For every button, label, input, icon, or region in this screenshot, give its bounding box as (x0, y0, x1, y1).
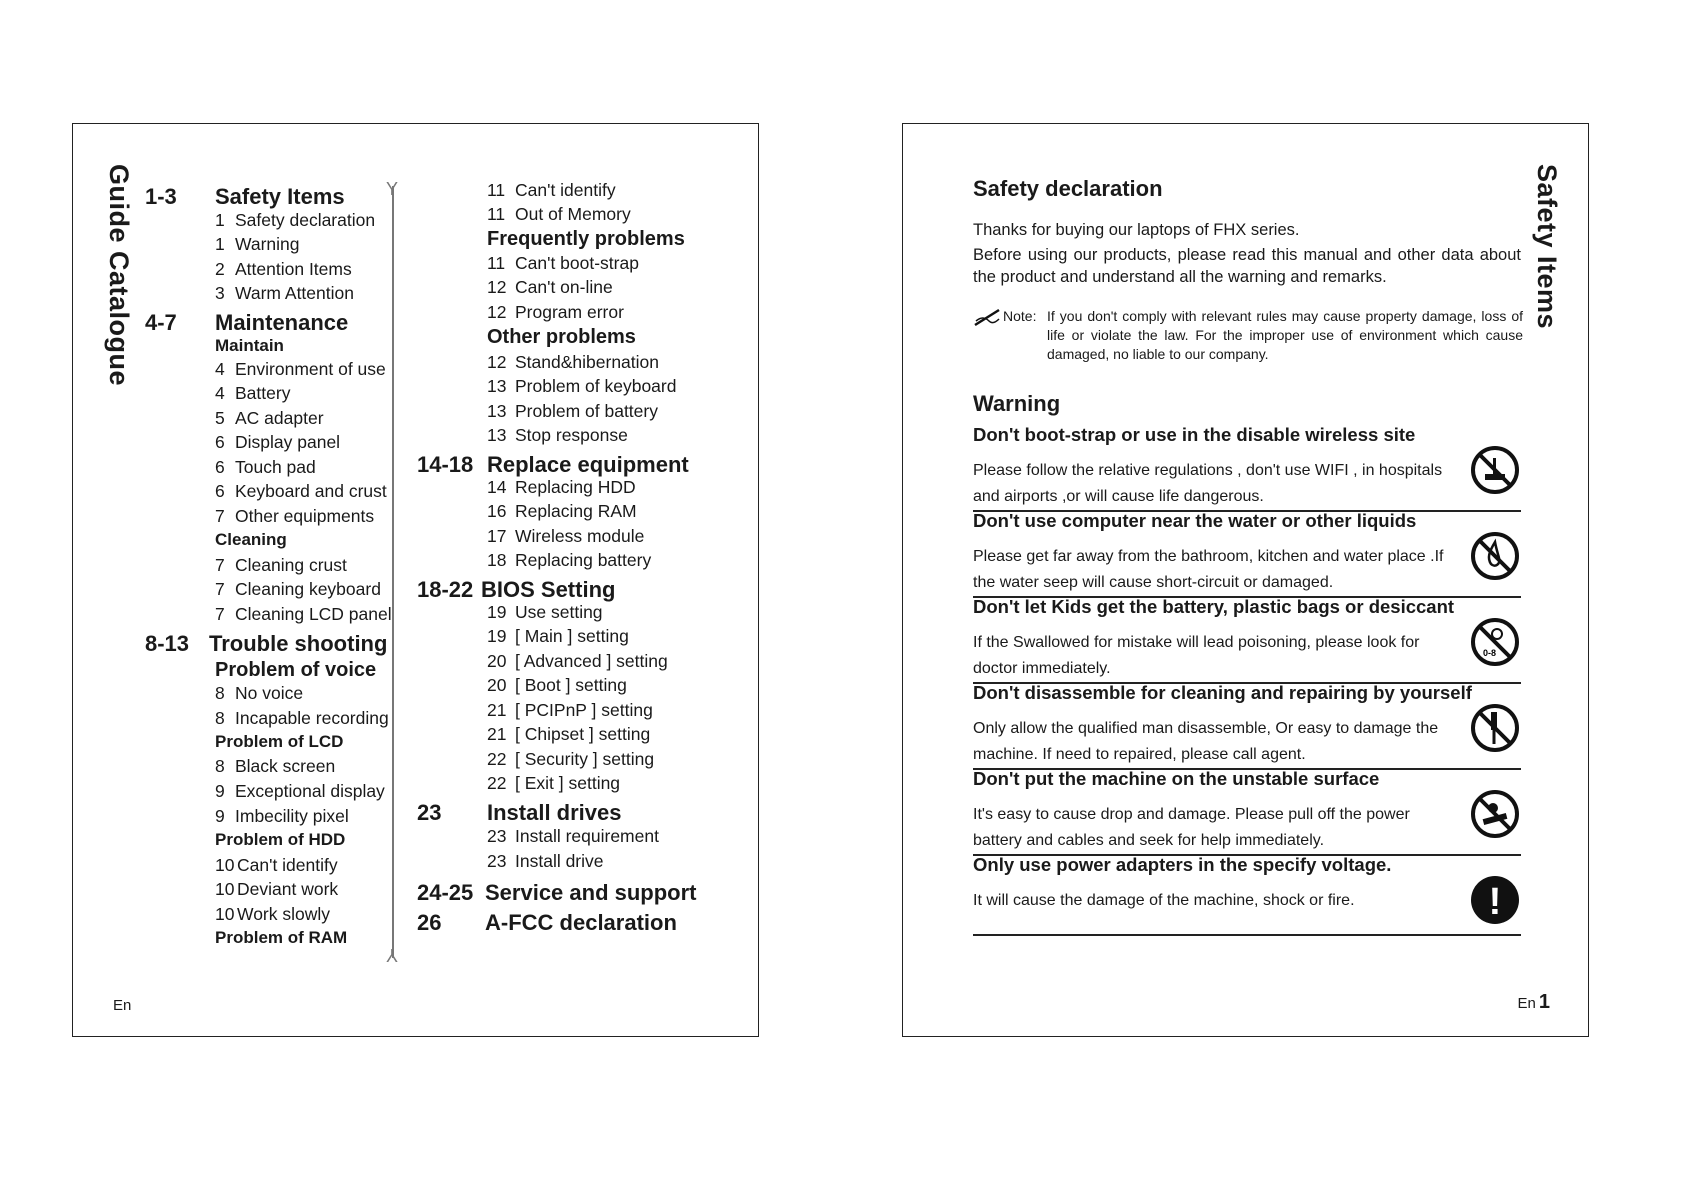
toc-label: [ Chipset ] setting (515, 724, 651, 744)
toc-label: Replacing battery (515, 550, 652, 570)
toc-page-number: 20 (487, 651, 507, 671)
toc-page-number: 18 (487, 550, 507, 570)
toc-page-number: 19 (487, 602, 507, 622)
toc-label: [ PCIPnP ] setting (515, 700, 653, 720)
warning-item (973, 854, 1521, 934)
column-divider (392, 186, 394, 958)
toc-label: Replacing HDD (515, 477, 636, 497)
toc-label: Can't boot-strap (515, 253, 639, 273)
toc-label: Maintenance (215, 310, 349, 335)
no-wireless-icon (1469, 444, 1521, 496)
toc-label: [ Exit ] setting (515, 773, 621, 793)
toc-label: Install drives (487, 800, 622, 825)
toc-label: Other equipments (235, 506, 375, 526)
no-kids-icon (1469, 616, 1521, 668)
toc-page-number: 23 (487, 826, 507, 846)
toc-page-number: 1-3 (145, 184, 177, 209)
toc-label: Program error (515, 302, 624, 322)
toc-label: Safety Items (215, 184, 345, 209)
toc-page-number: 21 (487, 700, 507, 720)
toc-label: BIOS Setting (481, 577, 616, 602)
exclamation-mark: ! (1488, 881, 1502, 923)
toc-label: Other problems (487, 326, 636, 348)
toc-page-number: 16 (487, 501, 507, 521)
toc-label: Use setting (515, 602, 603, 622)
toc-page-number: 18-22 (417, 577, 474, 602)
toc-page-number: 4 (215, 383, 225, 403)
kids-age-label: 0-8 (1483, 648, 1497, 658)
toc-label: Cleaning LCD panel (235, 604, 392, 624)
toc-page-number: 9 (215, 781, 225, 801)
toc-page-number: 22 (487, 773, 507, 793)
toc-page-number: 11 (487, 180, 506, 200)
warning-item (973, 768, 1521, 848)
warning-item (973, 424, 1521, 504)
toc-page-number: 1 (215, 210, 225, 230)
toc-label: Deviant work (237, 879, 339, 899)
toc-page-number: 23 (487, 851, 507, 871)
toc-page-number: 13 (487, 401, 507, 421)
toc-page-number: 1 (215, 234, 225, 254)
toc-page-number: 8-13 (145, 631, 190, 656)
toc-label: [ Advanced ] setting (515, 651, 668, 671)
note-pen-icon (973, 307, 1003, 327)
toc-page-number: 4-7 (145, 310, 177, 335)
toc-page-number: 11 (487, 253, 506, 273)
toc-label: No voice (235, 683, 304, 703)
toc-label: Problem of RAM (215, 928, 348, 947)
toc-label: [ Boot ] setting (515, 675, 627, 695)
toc-page-number: 12 (487, 352, 507, 372)
warning-divider (973, 934, 1521, 936)
left-page (72, 123, 759, 1037)
toc-page-number: 22 (487, 749, 507, 769)
toc-label: Problem of LCD (215, 732, 344, 751)
warning-item (973, 596, 1521, 676)
safety-declaration-title: Safety declaration (973, 176, 1163, 201)
toc-label: Display panel (235, 432, 341, 452)
toc-label: Black screen (235, 756, 336, 776)
toc-label: Cleaning (215, 530, 287, 549)
toc-page-number: 13 (487, 425, 507, 445)
toc-label: Replace equipment (487, 452, 689, 477)
note-label: Note: (1003, 308, 1037, 324)
toc-page-number: 20 (487, 675, 507, 695)
no-disassemble-icon (1469, 702, 1521, 754)
toc-page-number: 8 (215, 756, 225, 776)
toc-label: Wireless module (515, 526, 645, 546)
toc-page-number: 10 (215, 879, 235, 899)
toc-page-number: 14-18 (417, 452, 474, 477)
warning-heading: Don't put the machine on the unstable surface (973, 768, 1380, 789)
toc-label: Cleaning keyboard (235, 579, 381, 599)
toc-label: Can't identify (237, 855, 338, 875)
warning-text: Please follow the relative regulations , don't use WIFI , in hospitals and airports ,or will cause life dangerous. (973, 462, 1443, 505)
toc-page-number: 7 (215, 555, 225, 575)
warning-text: Please get far away from the bathroom, kitchen and water place .If the water seep will cause short-circuit or damaged. (973, 548, 1444, 591)
warning-heading: Don't use computer near the water or other liquids (973, 510, 1417, 531)
toc-page-number: 6 (215, 481, 225, 501)
toc-page-number: 12 (487, 277, 507, 297)
toc-page-number: 6 (215, 432, 225, 452)
warning-item (973, 682, 1521, 762)
toc-label: Out of Memory (515, 204, 631, 224)
toc-label: Problem of voice (215, 659, 377, 681)
toc-page-number: 8 (215, 683, 225, 703)
toc-label: Frequently problems (487, 228, 685, 250)
toc-label: Warm Attention (235, 283, 354, 303)
toc-label: Exceptional display (235, 781, 385, 801)
warning-heading: Only use power adapters in the specify voltage. (973, 854, 1392, 875)
divider-top-cap: Y (386, 179, 399, 199)
warning-heading: Don't disassemble for cleaning and repairing by yourself (973, 682, 1472, 703)
warning-heading: Don't boot-strap or use in the disable wireless site (973, 424, 1416, 445)
toc-label: Replacing RAM (515, 501, 637, 521)
toc-page-number: 17 (487, 526, 507, 546)
toc-page-number: 24-25 (417, 880, 474, 905)
toc-label: Service and support (485, 880, 697, 905)
page-number: 1 (1538, 991, 1550, 1013)
toc-page-number: 2 (215, 259, 225, 279)
toc-label: Warning (235, 234, 300, 254)
footer-language: En (1517, 995, 1536, 1012)
toc-label: Problem of battery (515, 401, 658, 421)
toc-label: [ Main ] setting (515, 626, 629, 646)
toc-label: Touch pad (235, 457, 316, 477)
warning-text: If the Swallowed for mistake will lead poisoning, please look for doctor immediately. (973, 634, 1420, 677)
toc-label: Environment of use (235, 359, 386, 379)
toc-page-number: 7 (215, 604, 225, 624)
toc-page-number: 8 (215, 708, 225, 728)
no-liquid-icon (1469, 530, 1521, 582)
toc-page-number: 13 (487, 376, 507, 396)
toc-label: Problem of HDD (215, 830, 346, 849)
toc-label: Cleaning crust (235, 555, 347, 575)
toc-label: Battery (235, 383, 291, 403)
warning-title: Warning (973, 391, 1061, 416)
left-footer (113, 997, 131, 1014)
toc-page-number: 4 (215, 359, 225, 379)
guide-catalogue-title: Guide Catalogue (104, 164, 134, 387)
toc-page-number: 10 (215, 904, 235, 924)
safety-items-title: Safety Items (1532, 164, 1562, 330)
warning-text: It's easy to cause drop and damage. Please pull off the power battery and cables and seek for help immediately. (973, 806, 1410, 849)
declaration-para-1: Thanks for buying our laptops of FHX series. (973, 221, 1300, 239)
toc-page-number: 7 (215, 579, 225, 599)
toc-page-number: 19 (487, 626, 507, 646)
warning-heading: Don't let Kids get the battery, plastic bags or desiccant (973, 596, 1455, 617)
toc-label: [ Security ] setting (515, 749, 655, 769)
divider-bottom-cap: Y (386, 945, 399, 965)
toc-label: Trouble shooting (209, 631, 388, 656)
toc-label: Imbecility pixel (235, 806, 349, 826)
toc-page-number: 10 (215, 855, 235, 875)
toc-label: Work slowly (237, 904, 331, 924)
toc-label: Can't identify (515, 180, 616, 200)
note-text: If you don't comply with relevant rules may cause property damage, loss of life or violate the law. For the improper use of environment which cause damaged, no liable to our company. (1047, 308, 1523, 362)
toc-page-number: 23 (417, 800, 442, 825)
toc-label: Keyboard and crust (235, 481, 387, 501)
right-page (902, 123, 1589, 1037)
toc-page-number: 21 (487, 724, 507, 744)
toc-label: Stand&hibernation (515, 352, 659, 372)
warning-text: Only allow the qualified man disassemble, Or easy to damage the machine. If need to repaired, please call agent. (973, 720, 1439, 763)
declaration-para-2: Before using our products, please read this manual and other data about the product and understand all the warning and remarks. (973, 246, 1521, 286)
toc-label: Safety declaration (235, 210, 376, 230)
warning-text: It will cause the damage of the machine, shock or fire. (973, 892, 1355, 909)
toc-label: A-FCC declaration (485, 910, 677, 935)
toc-label: AC adapter (235, 408, 324, 428)
right-footer (1518, 991, 1550, 1014)
toc-label: Maintain (215, 336, 284, 355)
toc-page-number: 11 (487, 204, 506, 224)
toc-label: Stop response (515, 425, 628, 445)
toc-page-number: 9 (215, 806, 225, 826)
no-unstable-surface-icon (1469, 788, 1521, 840)
exclamation-icon (1469, 874, 1521, 926)
toc-page-number: 5 (215, 408, 225, 428)
toc-page-number: 7 (215, 506, 225, 526)
toc-label: Incapable recording (235, 708, 389, 728)
toc-label: Attention Items (235, 259, 352, 279)
footer-language: En (113, 997, 132, 1014)
toc-page-number: 12 (487, 302, 507, 322)
toc-page-number: 14 (487, 477, 507, 497)
warning-item (973, 510, 1521, 590)
toc-label: Install requirement (515, 826, 659, 846)
toc-page-number: 6 (215, 457, 225, 477)
toc-label: Problem of keyboard (515, 376, 677, 396)
toc-label: Can't on-line (515, 277, 613, 297)
toc-page-number: 3 (215, 283, 225, 303)
toc-page-number: 26 (417, 910, 442, 935)
toc-label: Install drive (515, 851, 604, 871)
